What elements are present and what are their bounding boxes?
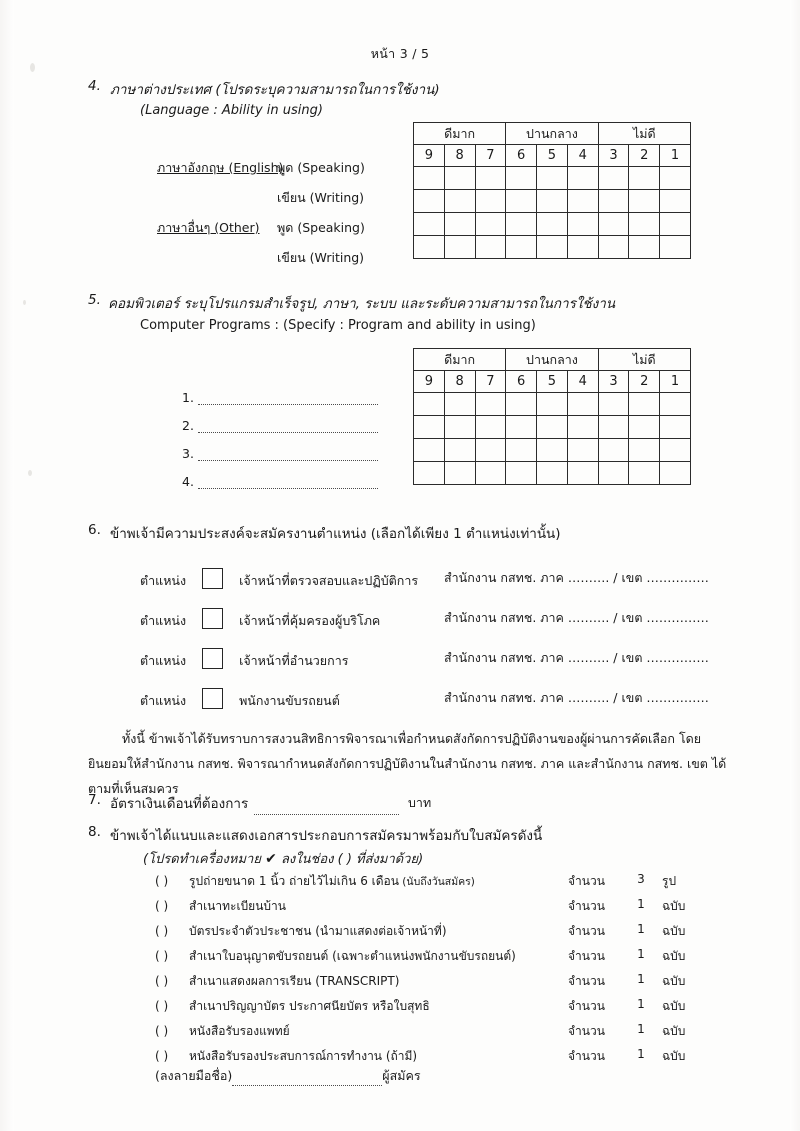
computer-rating-cell-r1-c7[interactable] (475, 393, 506, 416)
computer-rating-cell-r3-c1[interactable] (660, 439, 691, 462)
section-4-title-th: ภาษาต่างประเทศ (โปรดระบุความสามารถในการใช้งาน) (110, 82, 440, 98)
language-other-speaking-label: พูด (Speaking) (277, 220, 365, 235)
section-5-number: 5. (88, 292, 101, 308)
position-name-3: เจ้าหน้าที่อำนวยการ (239, 653, 349, 668)
language-rating-cell-r4-c7[interactable] (475, 236, 506, 259)
position-name-1: เจ้าหน้าที่ตรวจสอบและปฏิบัติการ (239, 573, 419, 588)
computer-rating-cell-r2-c7[interactable] (475, 416, 506, 439)
language-rating-cell-r2-c7[interactable] (475, 190, 506, 213)
document-qty-label-4: จำนวน (568, 949, 605, 963)
signature-line[interactable] (155, 1066, 421, 1086)
computer-rating-cell-r1-c8[interactable] (444, 393, 475, 416)
language-rating-cell-r3-c3[interactable] (598, 213, 629, 236)
computer-rating-cell-r1-c1[interactable] (660, 393, 691, 416)
document-checkbox-8[interactable]: ( ) (155, 1049, 169, 1063)
language-rating-cell-r3-c7[interactable] (475, 213, 506, 236)
document-checkbox-3[interactable]: ( ) (155, 924, 169, 938)
document-qty-label-7: จำนวน (568, 1024, 605, 1038)
language-rating-cell-r3-c6[interactable] (506, 213, 537, 236)
language-rating-cell-r3-c2[interactable] (629, 213, 660, 236)
position-office-3[interactable]: สำนักงาน กสทช. ภาค ………. / เขต …………… (444, 650, 709, 665)
computer-rating-row-1[interactable] (414, 393, 691, 416)
document-label-2: สำเนาทะเบียนบ้าน (189, 899, 286, 913)
language-english-label: ภาษาอังกฤษ (English) (157, 160, 284, 175)
computer-entry-2-number: 2. (182, 418, 194, 433)
computer-entry-1[interactable] (182, 390, 378, 405)
document-label-4: สำเนาใบอนุญาตขับรถยนต์ (เฉพาะตำแหน่งพนักงานขับรถยนต์) (189, 949, 516, 963)
document-label-3: บัตรประจำตัวประชาชน (นำมาแสดงต่อเจ้าหน้าที่) (189, 924, 447, 938)
document-checklist-item-7[interactable] (155, 1022, 290, 1041)
document-qty-label-3: จำนวน (568, 924, 605, 938)
section-4-number: 4. (88, 78, 101, 94)
language-other-label: ภาษาอื่นๆ (Other) (157, 220, 260, 235)
document-label-6: สำเนาปริญญาบัตร ประกาศนียบัตร หรือใบสุทธิ (189, 999, 430, 1013)
computer-rating-cell-r1-c4[interactable] (567, 393, 598, 416)
document-qty-value-6: 1 (637, 997, 645, 1011)
language-rating-cell-r3-c8[interactable] (444, 213, 475, 236)
computer-rating-cell-r3-c3[interactable] (598, 439, 629, 462)
language-rating-row-1[interactable] (414, 167, 691, 190)
computer-rating-cell-r1-c5[interactable] (537, 393, 568, 416)
language-rating-table[interactable] (413, 122, 691, 259)
section-6-number: 6. (88, 522, 101, 538)
section-8-instruction-prefix: (โปรดทำเครื่องหมาย (143, 852, 261, 867)
computer-rating-group-2: ไม่ดี (598, 349, 690, 371)
computer-rating-score-1: 1 (660, 371, 691, 393)
computer-rating-cell-r2-c5[interactable] (537, 416, 568, 439)
computer-rating-cell-r3-c2[interactable] (629, 439, 660, 462)
document-qty-label-6: จำนวน (568, 999, 605, 1013)
language-rating-cell-r1-c3[interactable] (598, 167, 629, 190)
document-qty-value-5: 1 (637, 972, 645, 986)
language-rating-cell-r2-c1[interactable] (660, 190, 691, 213)
document-qty-unit-1: รูป (662, 874, 677, 888)
language-rating-cell-r4-c5[interactable] (537, 236, 568, 259)
language-rating-score-row (414, 145, 691, 167)
computer-entry-2[interactable] (182, 418, 378, 433)
computer-rating-score-2: 2 (629, 371, 660, 393)
computer-rating-row-3[interactable] (414, 439, 691, 462)
language-rating-row-3[interactable] (414, 213, 691, 236)
document-qty-value-7: 1 (637, 1022, 645, 1036)
language-rating-cell-r4-c2[interactable] (629, 236, 660, 259)
computer-entry-4[interactable] (182, 474, 378, 489)
language-rating-cell-r4-c1[interactable] (660, 236, 691, 259)
position-option-2[interactable] (140, 608, 380, 631)
language-rating-row-2[interactable] (414, 190, 691, 213)
language-rating-cell-r2-c4[interactable] (567, 190, 598, 213)
computer-rating-cell-r4-c2[interactable] (629, 462, 660, 485)
document-checkbox-5[interactable]: ( ) (155, 974, 169, 988)
language-rating-score-6: 6 (506, 145, 537, 167)
computer-rating-cell-r4-c3[interactable] (598, 462, 629, 485)
language-rating-cell-r4-c3[interactable] (598, 236, 629, 259)
document-qty-unit-4: ฉบับ (662, 949, 686, 963)
computer-rating-cell-r3-c9[interactable] (414, 439, 445, 462)
document-note-1: (นับถึงวันสมัคร) (398, 876, 475, 888)
language-rating-cell-r3-c4[interactable] (567, 213, 598, 236)
computer-rating-cell-r3-c4[interactable] (567, 439, 598, 462)
document-checklist-item-8[interactable] (155, 1047, 417, 1066)
computer-rating-cell-r2-c4[interactable] (567, 416, 598, 439)
computer-rating-cell-r2-c1[interactable] (660, 416, 691, 439)
consent-paragraph-text: ทั้งนี้ ข้าพเจ้าได้รับทราบการสงวนสิทธิการพิจารณาเพื่อกำหนดสังกัดการปฏิบัติงานของผู้ผ่านการคัดเลือก โดยยินยอมให้สำนักงาน กสทช. พิจารณากำหนดสังกัดการปฏิบัติงานในสำนักงาน กสทช. ภาค และสำนักงาน กสทช. เขต ได้ตามที่เห็นสมควร (88, 731, 727, 796)
language-rating-cell-r4-c6[interactable] (506, 236, 537, 259)
language-rating-cell-r4-c4[interactable] (567, 236, 598, 259)
language-rating-cell-r1-c5[interactable] (537, 167, 568, 190)
computer-rating-score-3: 3 (598, 371, 629, 393)
document-qty-label-8: จำนวน (568, 1049, 605, 1063)
position-name-4: พนักงานขับรถยนต์ (239, 693, 340, 708)
computer-rating-row-4[interactable] (414, 462, 691, 485)
language-english-speaking-label: พูด (Speaking) (277, 160, 365, 175)
document-qty-unit-3: ฉบับ (662, 924, 686, 938)
document-checkbox-2[interactable]: ( ) (155, 899, 169, 913)
scan-speck (23, 300, 26, 305)
salary-input-line[interactable] (254, 803, 399, 815)
document-checkbox-4[interactable]: ( ) (155, 949, 169, 963)
computer-rating-cell-r4-c5[interactable] (537, 462, 568, 485)
computer-rating-group-row (414, 349, 691, 371)
computer-rating-cell-r1-c2[interactable] (629, 393, 660, 416)
section-5-title-en: Computer Programs : (Specify : Program and ability in using) (140, 318, 536, 333)
position-option-4[interactable] (140, 688, 340, 711)
computer-rating-row-2[interactable] (414, 416, 691, 439)
position-name-2: เจ้าหน้าที่คุ้มครองผู้บริโภค (239, 613, 381, 628)
computer-rating-cell-r1-c3[interactable] (598, 393, 629, 416)
scan-edge-left (0, 0, 14, 1131)
document-qty-unit-8: ฉบับ (662, 1049, 686, 1063)
document-label-8: หนังสือรับรองประสบการณ์การทำงาน (ถ้ามี) (189, 1049, 418, 1063)
document-checkbox-7[interactable]: ( ) (155, 1024, 169, 1038)
position-option-3[interactable] (140, 648, 348, 671)
position-label-2: ตำแหน่ง (140, 613, 187, 628)
computer-rating-cell-r4-c6[interactable] (506, 462, 537, 485)
computer-rating-cell-r2-c8[interactable] (444, 416, 475, 439)
position-checkbox-1[interactable] (202, 568, 223, 589)
position-office-2[interactable]: สำนักงาน กสทช. ภาค ………. / เขต …………… (444, 610, 709, 625)
document-qty-value-2: 1 (637, 897, 645, 911)
computer-rating-group-0: ดีมาก (414, 349, 506, 371)
section-6-title-th: ข้าพเจ้ามีความประสงค์จะสมัครงานตำแหน่ง (เลือกได้เพียง 1 ตำแหน่งเท่านั้น) (110, 526, 561, 542)
language-rating-group-0: ดีมาก (414, 123, 506, 145)
language-rating-cell-r3-c9[interactable] (414, 213, 445, 236)
computer-rating-cell-r3-c5[interactable] (537, 439, 568, 462)
computer-rating-score-7: 7 (475, 371, 506, 393)
language-rating-score-1: 1 (660, 145, 691, 167)
section-5-title-th: คอมพิวเตอร์ ระบุโปรแกรมสำเร็จรูป, ภาษา, ระบบ และระดับความสามารถในการใช้งาน (108, 296, 616, 312)
language-rating-cell-r1-c2[interactable] (629, 167, 660, 190)
computer-rating-cell-r2-c6[interactable] (506, 416, 537, 439)
language-rating-cell-r4-c9[interactable] (414, 236, 445, 259)
document-checklist-item-2[interactable] (155, 897, 286, 916)
computer-entry-1-number: 1. (182, 390, 194, 405)
position-office-1[interactable]: สำนักงาน กสทช. ภาค ………. / เขต …………… (444, 570, 709, 585)
computer-rating-score-row (414, 371, 691, 393)
computer-rating-cell-r4-c7[interactable] (475, 462, 506, 485)
computer-rating-cell-r3-c8[interactable] (444, 439, 475, 462)
computer-entry-3-line[interactable] (198, 449, 378, 461)
document-qty-unit-6: ฉบับ (662, 999, 686, 1013)
language-rating-row-4[interactable] (414, 236, 691, 259)
language-rating-cell-r1-c1[interactable] (660, 167, 691, 190)
language-rating-cell-r1-c8[interactable] (444, 167, 475, 190)
computer-rating-table[interactable] (413, 348, 691, 485)
document-qty-label-2: จำนวน (568, 899, 605, 913)
computer-rating-cell-r3-c7[interactable] (475, 439, 506, 462)
position-label-1: ตำแหน่ง (140, 573, 187, 588)
position-office-4[interactable]: สำนักงาน กสทช. ภาค ………. / เขต …………… (444, 690, 709, 705)
language-rating-cell-r4-c8[interactable] (444, 236, 475, 259)
language-rating-cell-r1-c4[interactable] (567, 167, 598, 190)
document-qty-unit-2: ฉบับ (662, 899, 686, 913)
computer-rating-cell-r4-c9[interactable] (414, 462, 445, 485)
section-8-instruction-suffix: ลงในช่อง ( ) ที่ส่งมาด้วย) (280, 852, 424, 867)
position-option-1[interactable] (140, 568, 418, 591)
computer-rating-cell-r2-c9[interactable] (414, 416, 445, 439)
computer-entry-3[interactable] (182, 446, 378, 461)
language-rating-cell-r2-c5[interactable] (537, 190, 568, 213)
language-rating-cell-r2-c2[interactable] (629, 190, 660, 213)
section-8-title-th: ข้าพเจ้าได้แนบและแสดงเอกสารประกอบการสมัครมาพร้อมกับใบสมัครดังนี้ (110, 828, 543, 844)
scan-edge-right (790, 0, 800, 1131)
section-8-instruction (143, 848, 423, 869)
document-checklist-item-3[interactable] (155, 922, 447, 941)
computer-rating-cell-r1-c9[interactable] (414, 393, 445, 416)
language-rating-cell-r1-c7[interactable] (475, 167, 506, 190)
document-checklist-item-4[interactable] (155, 947, 516, 966)
section-7-number: 7. (88, 792, 101, 808)
computer-rating-score-8: 8 (444, 371, 475, 393)
language-rating-group-2: ไม่ดี (598, 123, 690, 145)
computer-rating-cell-r3-c6[interactable] (506, 439, 537, 462)
computer-rating-score-9: 9 (414, 371, 445, 393)
section-4-title-en: (Language : Ability in using) (140, 103, 323, 118)
document-qty-unit-5: ฉบับ (662, 974, 686, 988)
document-qty-value-3: 1 (637, 922, 645, 936)
document-label-5: สำเนาแสดงผลการเรียน (TRANSCRIPT) (189, 974, 400, 988)
language-rating-score-5: 5 (537, 145, 568, 167)
language-rating-cell-r1-c9[interactable] (414, 167, 445, 190)
computer-entry-3-number: 3. (182, 446, 194, 461)
computer-rating-cell-r4-c4[interactable] (567, 462, 598, 485)
computer-rating-score-5: 5 (537, 371, 568, 393)
computer-rating-cell-r4-c1[interactable] (660, 462, 691, 485)
language-rating-cell-r2-c3[interactable] (598, 190, 629, 213)
computer-rating-group-1: ปานกลาง (506, 349, 598, 371)
document-qty-label-5: จำนวน (568, 974, 605, 988)
position-label-4: ตำแหน่ง (140, 693, 187, 708)
language-rating-score-9: 9 (414, 145, 445, 167)
language-rating-score-7: 7 (475, 145, 506, 167)
section-7-unit: บาท (408, 795, 432, 810)
language-rating-score-3: 3 (598, 145, 629, 167)
document-label-7: หนังสือรับรองแพทย์ (189, 1024, 290, 1038)
language-rating-score-4: 4 (567, 145, 598, 167)
section-7-label: อัตราเงินเดือนที่ต้องการ (110, 796, 249, 812)
position-label-3: ตำแหน่ง (140, 653, 187, 668)
position-checkbox-3[interactable] (202, 648, 223, 669)
language-other-writing-label: เขียน (Writing) (277, 250, 365, 265)
document-qty-label-1: จำนวน (568, 874, 605, 888)
document-checkbox-1[interactable]: ( ) (155, 874, 169, 888)
language-rating-cell-r3-c5[interactable] (537, 213, 568, 236)
language-rating-score-8: 8 (444, 145, 475, 167)
signature-prefix: (ลงลายมือชื่อ) (155, 1068, 233, 1083)
document-qty-value-8: 1 (637, 1047, 645, 1061)
computer-rating-score-4: 4 (567, 371, 598, 393)
consent-paragraph (88, 726, 736, 801)
language-rating-cell-r2-c6[interactable] (506, 190, 537, 213)
language-english-writing-label: เขียน (Writing) (277, 190, 365, 205)
page-number: หน้า 3 / 5 (370, 46, 430, 61)
language-rating-score-2: 2 (629, 145, 660, 167)
computer-entry-4-line[interactable] (198, 477, 378, 489)
signature-suffix: ผู้สมัคร (382, 1068, 421, 1083)
computer-rating-score-6: 6 (506, 371, 537, 393)
section-8-number: 8. (88, 824, 101, 840)
scan-speck (28, 470, 32, 476)
computer-entry-4-number: 4. (182, 474, 194, 489)
document-checklist-item-1[interactable] (155, 872, 475, 891)
language-rating-group-1: ปานกลาง (506, 123, 598, 145)
signature-input-line[interactable] (232, 1074, 382, 1086)
computer-rating-cell-r1-c6[interactable] (506, 393, 537, 416)
computer-entry-1-line[interactable] (198, 393, 378, 405)
document-qty-value-1: 3 (637, 872, 645, 886)
document-checkbox-6[interactable]: ( ) (155, 999, 169, 1013)
computer-entry-2-line[interactable] (198, 421, 378, 433)
checkmark-icon: ✔ (265, 851, 277, 867)
language-rating-cell-r1-c6[interactable] (506, 167, 537, 190)
document-checklist-item-6[interactable] (155, 997, 430, 1016)
document-qty-value-4: 1 (637, 947, 645, 961)
scan-speck (30, 63, 35, 72)
language-rating-group-row (414, 123, 691, 145)
position-checkbox-2[interactable] (202, 608, 223, 629)
language-rating-cell-r2-c9[interactable] (414, 190, 445, 213)
computer-rating-cell-r2-c3[interactable] (598, 416, 629, 439)
document-qty-unit-7: ฉบับ (662, 1024, 686, 1038)
document-checklist-item-5[interactable] (155, 972, 399, 991)
language-rating-cell-r3-c1[interactable] (660, 213, 691, 236)
position-checkbox-4[interactable] (202, 688, 223, 709)
language-rating-cell-r2-c8[interactable] (444, 190, 475, 213)
computer-rating-cell-r2-c2[interactable] (629, 416, 660, 439)
computer-rating-cell-r4-c8[interactable] (444, 462, 475, 485)
document-label-1: รูปถ่ายขนาด 1 นิ้ว ถ่ายไว้ไม่เกิน 6 เดือน (189, 874, 399, 888)
